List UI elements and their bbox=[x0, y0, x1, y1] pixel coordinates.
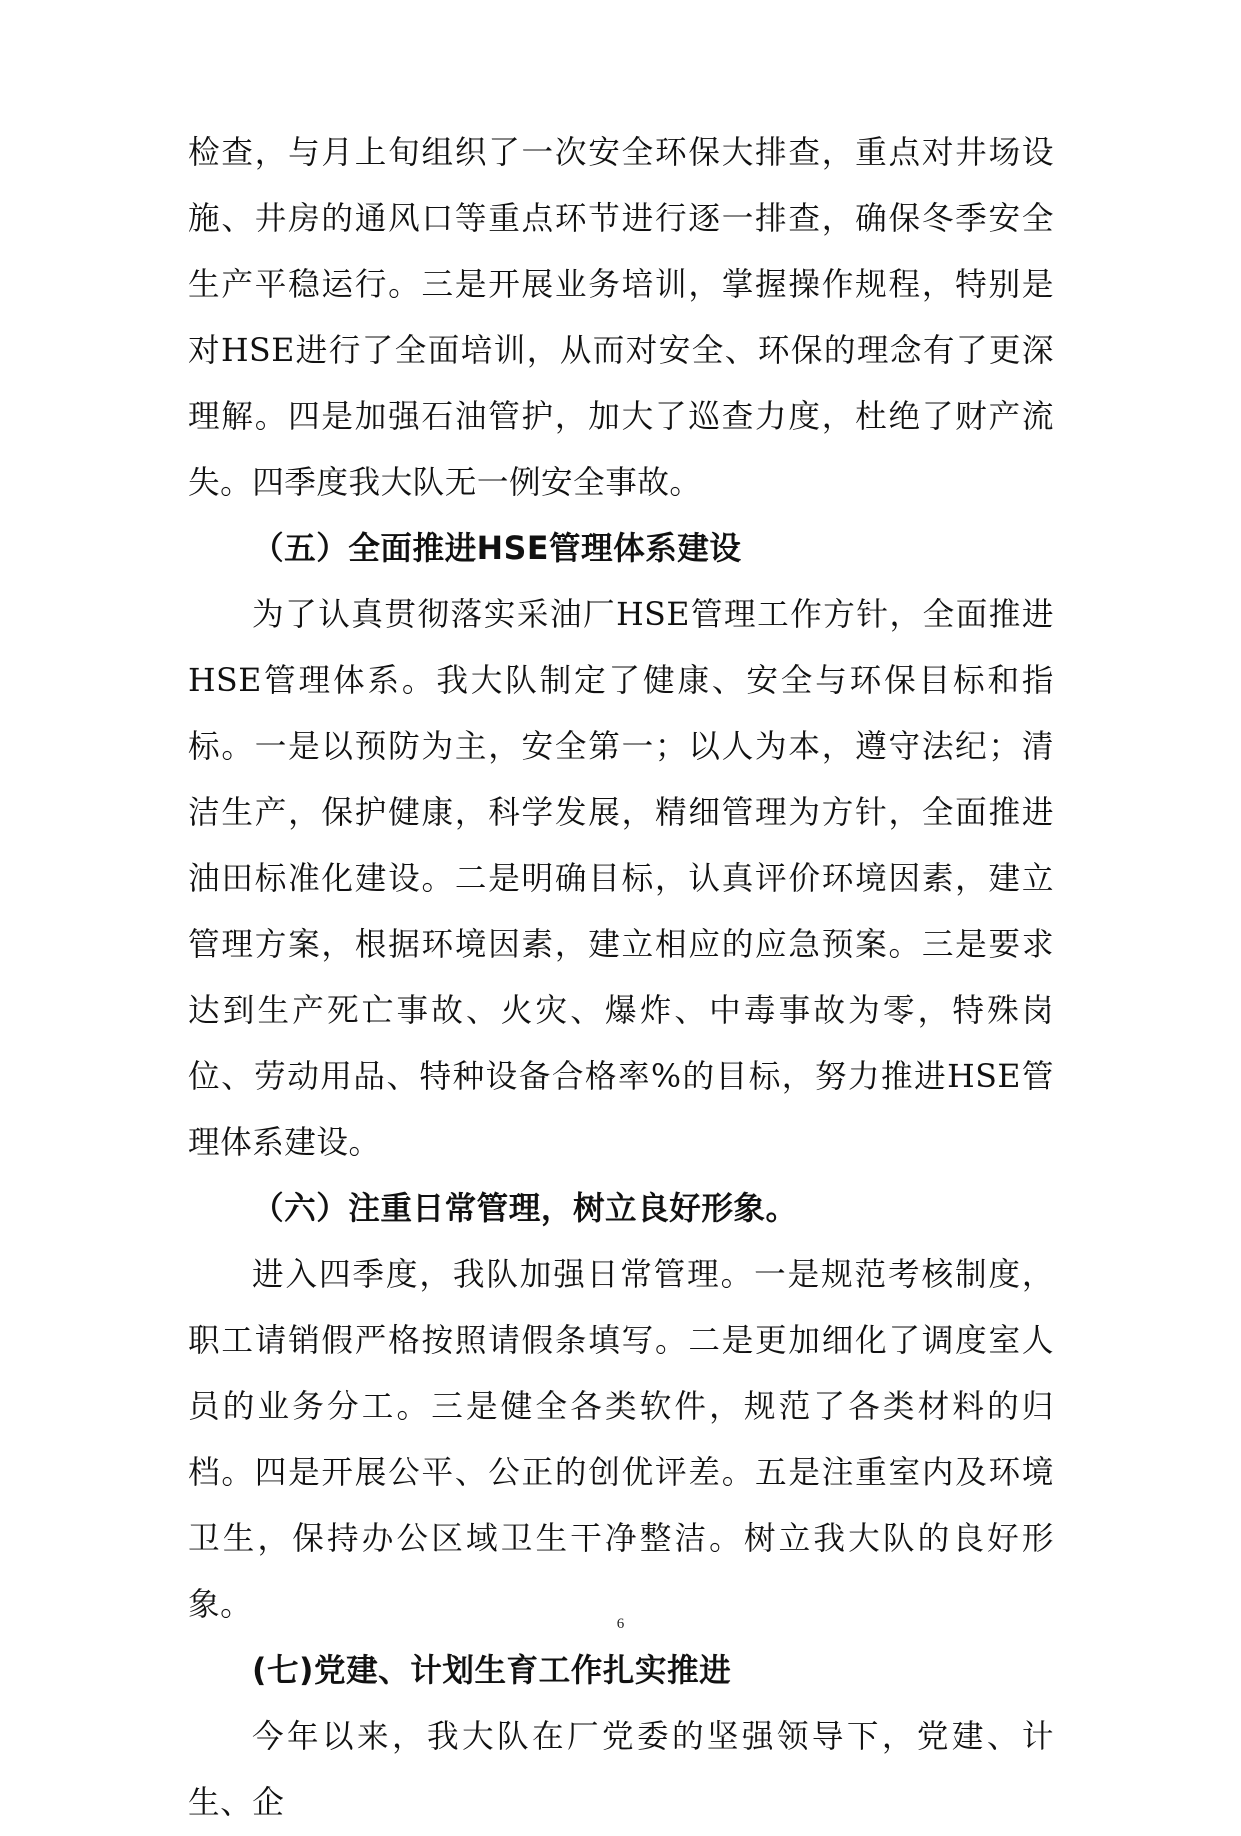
document-page bbox=[188, 120, 1054, 1836]
paragraph-daily-management: 进入四季度，我队加强日常管理。一是规范考核制度，职工请销假严格按照请假条填写。二是更加细化了调度室人员的业务分工。三是健全各类软件，规范了各类材料的归档。四是开展公平、公正的创优评差。五是注重室内及环境卫生，保持办公区域卫生干净整洁。树立我大队的良好形象。 bbox=[188, 1257, 1054, 1623]
paragraph-party-building: 今年以来，我大队在厂党委的坚强领导下，党建、计生、企 bbox=[188, 1719, 1054, 1821]
section-heading-7: (七)党建、计划生育工作扎实推进 bbox=[252, 1653, 732, 1689]
section-heading-6: （六）注重日常管理，树立良好形象。 bbox=[252, 1191, 798, 1227]
section-heading-5: （五）全面推进HSE管理体系建设 bbox=[252, 531, 742, 567]
paragraph-safety-inspection: 检查，与月上旬组织了一次安全环保大排查，重点对井场设施、井房的通风口等重点环节进行逐一排查，确保冬季安全生产平稳运行。三是开展业务培训，掌握操作规程，特别是对HSE进行了全面培训，从而对安全、环保的理念有了更深理解。四是加强石油管护，加大了巡查力度，杜绝了财产流失。四季度我大队无一例安全事故。 bbox=[188, 135, 1054, 501]
page-number: 6 bbox=[616, 1616, 625, 1632]
paragraph-hse-system: 为了认真贯彻落实采油厂HSE管理工作方针，全面推进HSE管理体系。我大队制定了健康、安全与环保目标和指标。一是以预防为主，安全第一；以人为本，遵守法纪；清洁生产，保护健康，科学发展，精细管理为方针，全面推进油田标准化建设。二是明确目标，认真评价环境因素，建立管理方案，根据环境因素，建立相应的应急预案。三是要求达到生产死亡事故、火灾、爆炸、中毒事故为零，特殊岗位、劳动用品、特种设备合格率%的目标，努力推进HSE管理体系建设。 bbox=[188, 597, 1054, 1161]
